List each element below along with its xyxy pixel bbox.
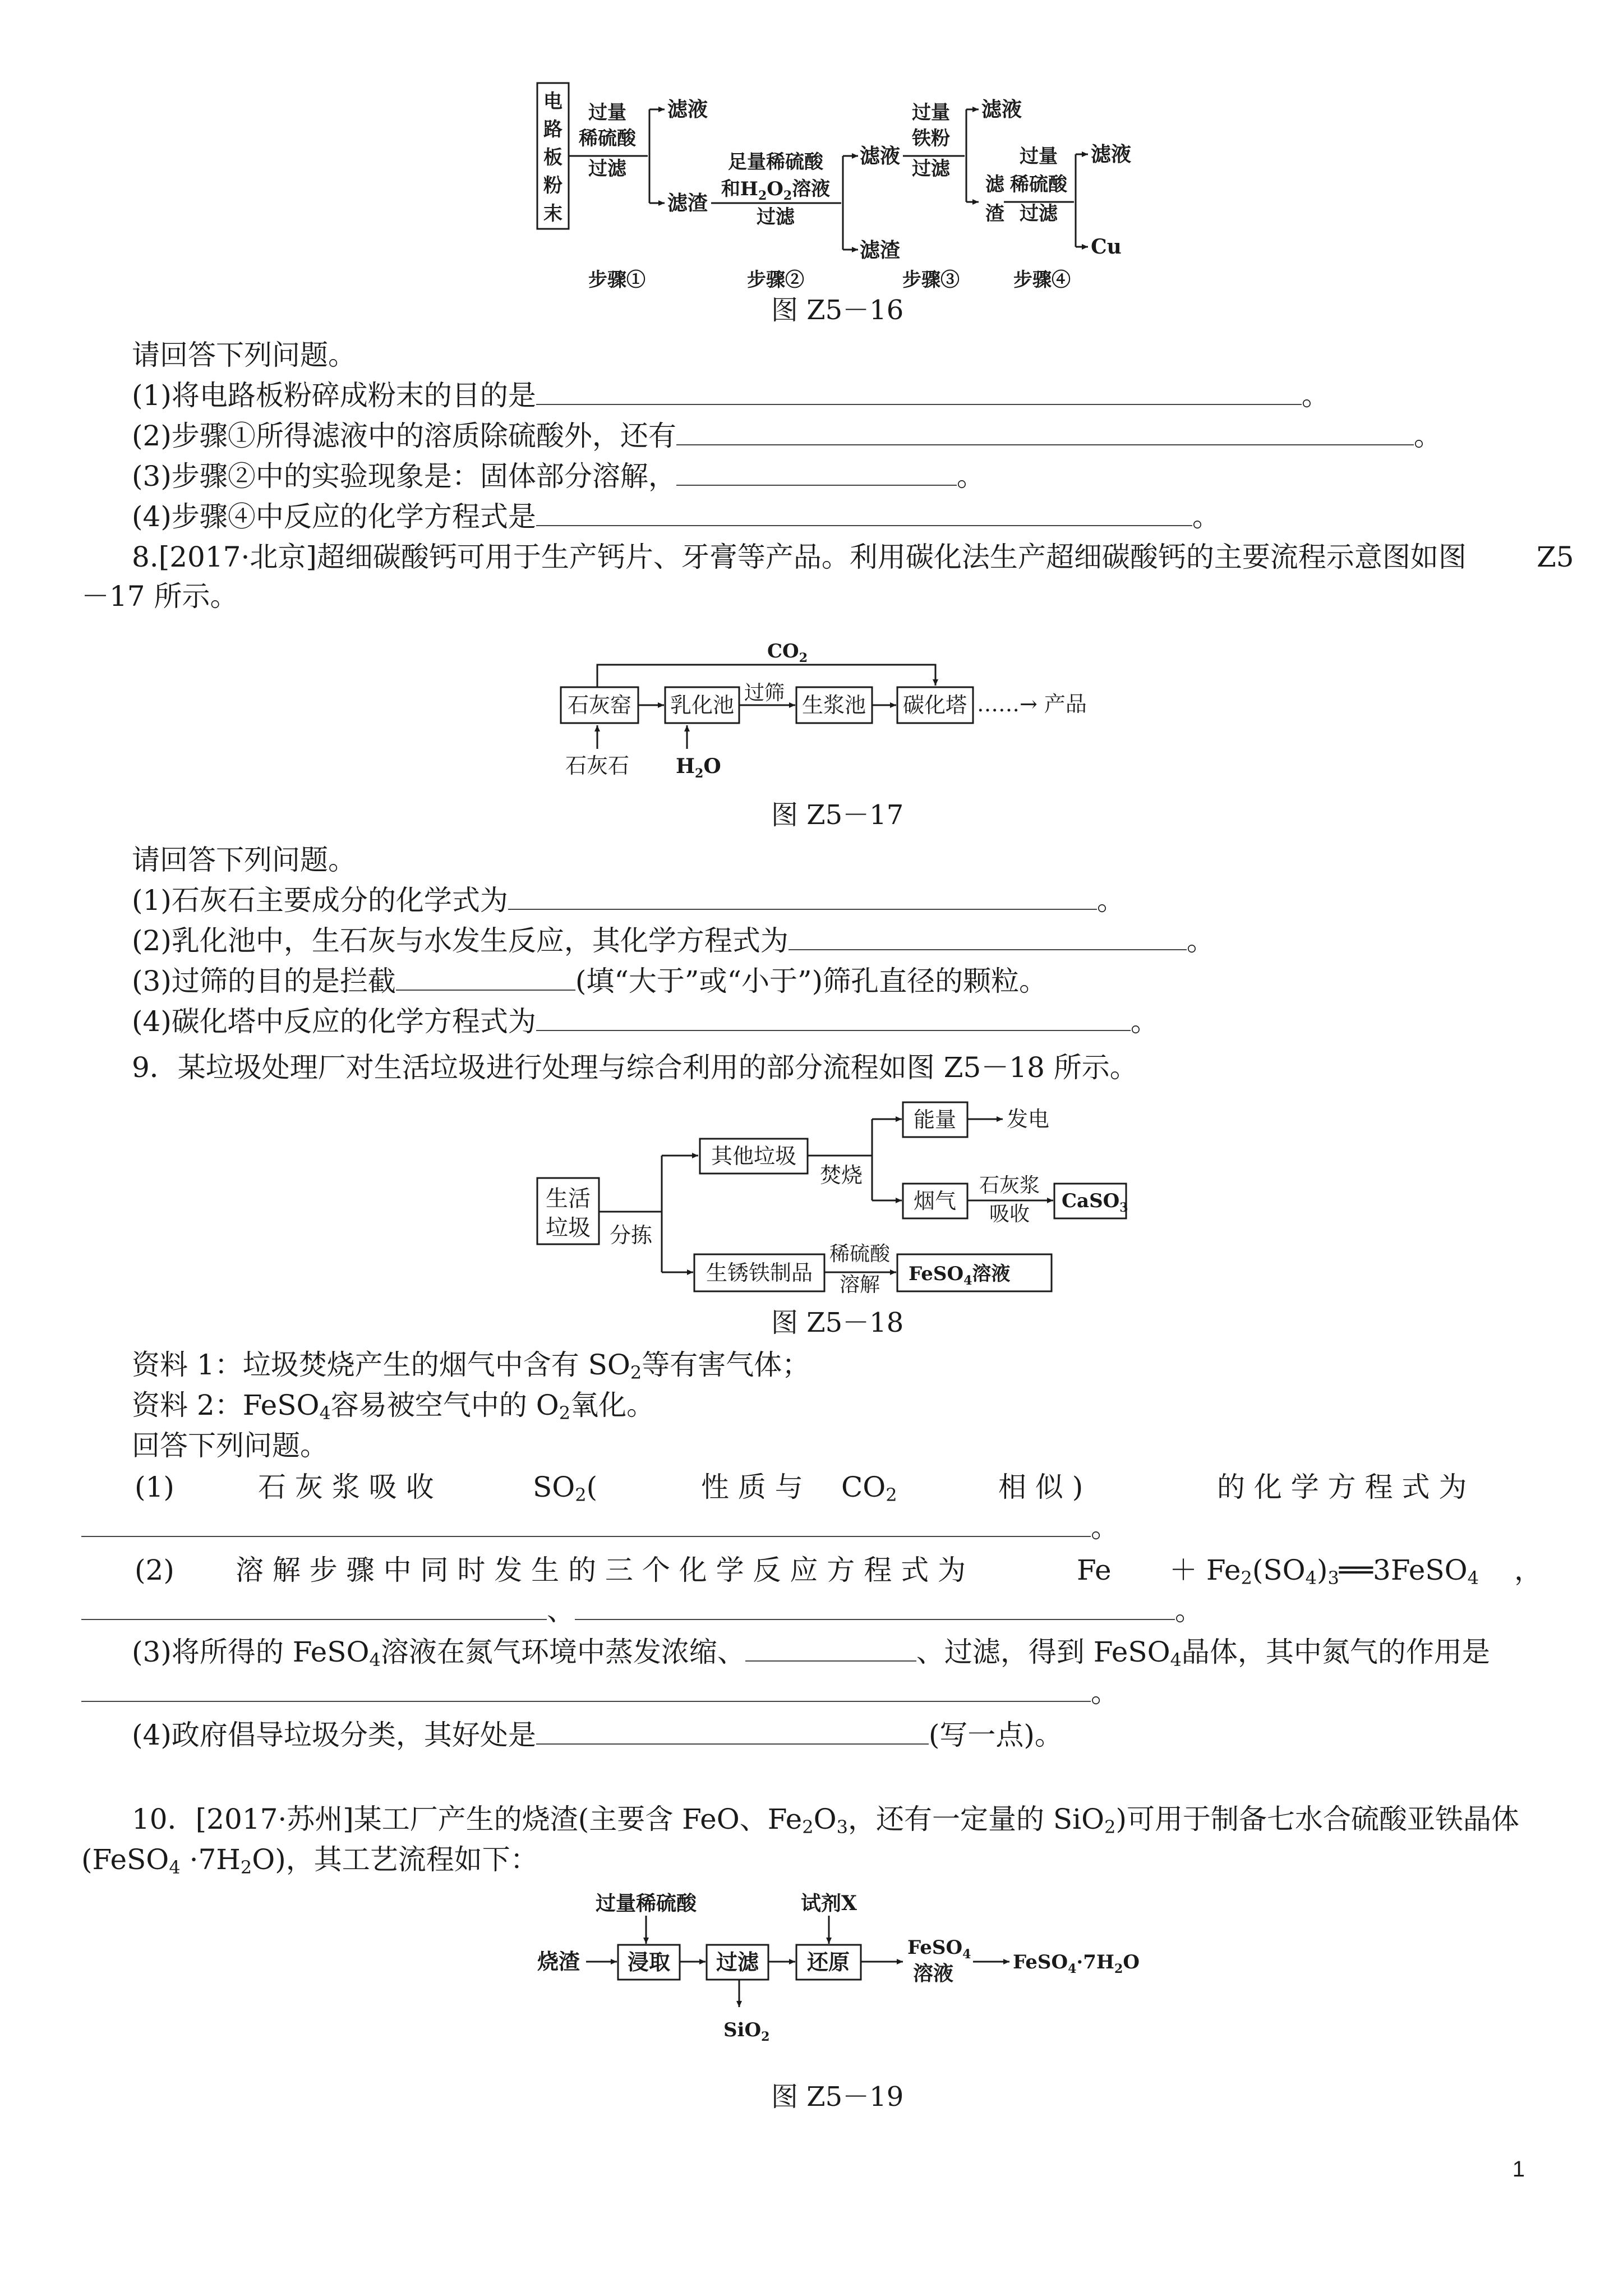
box-household-waste-b: 垃圾 bbox=[546, 1215, 591, 1241]
answer-blank[interactable] bbox=[81, 1674, 1091, 1702]
limestone-label: 石灰石 bbox=[565, 753, 630, 778]
feso4-solution-label: FeSO$_4$ bbox=[907, 1936, 971, 1962]
s2-bot: 过滤 bbox=[757, 206, 795, 228]
final-product-label: $FeSO_4\cdot 7H_2O$ bbox=[1013, 1951, 1140, 1976]
powder-box-label: 电路板粉末 bbox=[543, 90, 562, 225]
solution-label: 溶液 bbox=[913, 1962, 954, 1985]
copper: Cu bbox=[1091, 235, 1122, 259]
box-flue-gas: 烟气 bbox=[913, 1189, 957, 1213]
answer-blank[interactable] bbox=[536, 498, 1192, 526]
filtrate-3: 滤液 bbox=[981, 98, 1022, 121]
q10-stem-line2: (FeSO$_4$ $\cdot 7H_2O$)，其工艺流程如下： bbox=[81, 1843, 538, 1878]
q9-reference-2: 资料 2：FeSO$_4$容易被空气中的 $O_2$氧化。 bbox=[132, 1389, 655, 1424]
q9-part3: (3)将所得的 FeSO$_4$溶液在氮气环境中蒸发浓缩、 、过滤，得到 FeSO$_4$晶体，其中氮气的作用是 bbox=[132, 1634, 1490, 1678]
residue-3b: 渣 bbox=[985, 203, 1004, 225]
q10-stem-line1: 10．[2017·苏州]某工厂产生的烧渣(主要含 FeO、$Fe_2O_3$，还有一定量的 SiO$_2$)可用于制备七水合硫酸亚铁晶体 bbox=[132, 1803, 1519, 1838]
figure-z5-19 bbox=[533, 1882, 1150, 2073]
box-carbonation-tower: 碳化塔 bbox=[902, 693, 967, 717]
co2-label: $CO_2$ bbox=[767, 640, 808, 665]
box-emulsion-tank: 乳化池 bbox=[670, 693, 735, 717]
answer-blank[interactable] bbox=[676, 417, 1414, 445]
q9-part2: (2) 溶 解 步 骤 中 同 时 发 生 的 三 个 化 学 反 应 方 程 式 为 Fe ＋ $Fe_2(SO_4)_3══3FeSO_4$ ， bbox=[135, 1554, 1542, 1589]
answer-blank[interactable] bbox=[536, 377, 1302, 405]
box-other-waste: 其他垃圾 bbox=[711, 1144, 797, 1168]
q9-part4: (4)政府倡导垃圾分类，其好处是 (写一点)。 bbox=[132, 1717, 1063, 1754]
sio2-label: SiO$_2$ bbox=[723, 2019, 770, 2044]
box-rusty-iron: 生锈铁制品 bbox=[706, 1260, 813, 1285]
q8-part2: (2)乳化池中，生石灰与水发生反应，其化学方程式为 。 bbox=[132, 922, 1215, 959]
s3-bot: 过滤 bbox=[912, 158, 950, 180]
answer-blank[interactable] bbox=[745, 1634, 916, 1662]
sort-label: 分拣 bbox=[609, 1223, 653, 1248]
s4-top: 过量 bbox=[1020, 145, 1058, 168]
s1-top: 过量 bbox=[588, 102, 626, 124]
q9-part2-answer: 、 。 bbox=[81, 1592, 1203, 1629]
s1-mid: 稀硫酸 bbox=[579, 127, 636, 150]
answer-blank[interactable] bbox=[396, 963, 575, 991]
caption-z5-16: 图 Z5－16 bbox=[771, 295, 904, 326]
answer-blank[interactable] bbox=[536, 1003, 1131, 1031]
answer-blank[interactable] bbox=[575, 1592, 1175, 1620]
filtrate-1: 滤液 bbox=[667, 98, 708, 121]
page-number: 1 bbox=[1512, 2157, 1525, 2182]
figure-z5-16 bbox=[527, 79, 1144, 303]
q7-intro: 请回答下列问题。 bbox=[132, 339, 356, 371]
box-reduce: 还原 bbox=[806, 1949, 850, 1975]
q9-part1-answer: 。 bbox=[81, 1509, 1119, 1546]
q9-stem: 9．某垃圾处理厂对生活垃圾进行处理与综合利用的部分流程如图 Z5－18 所示。 bbox=[132, 1051, 1138, 1084]
s3-top: 过量 bbox=[912, 102, 950, 124]
step-1: 步骤① bbox=[588, 269, 645, 291]
answer-blank[interactable] bbox=[789, 922, 1187, 950]
answer-blank[interactable] bbox=[81, 1592, 547, 1620]
residue-2: 滤渣 bbox=[860, 238, 901, 262]
q8-stem-line2: －17 所示。 bbox=[81, 580, 238, 613]
filtrate-2: 滤液 bbox=[860, 144, 901, 168]
dilute-acid-label: 稀硫酸 bbox=[829, 1243, 891, 1266]
answer-blank[interactable] bbox=[508, 882, 1097, 910]
box-household-waste-a: 生活 bbox=[546, 1186, 591, 1212]
filtrate-4: 滤液 bbox=[1091, 142, 1132, 166]
figure-z5-18 bbox=[533, 1097, 1150, 1304]
residue-1: 滤渣 bbox=[667, 191, 708, 215]
dissolve-label: 溶解 bbox=[839, 1273, 880, 1296]
q7-part3: (3)步骤②中的实验现象是：固体部分溶解， 。 bbox=[132, 458, 985, 495]
q8-part4: (4)碳化塔中反应的化学方程式为 。 bbox=[132, 1003, 1159, 1040]
q8-part1: (1)石灰石主要成分的化学式为 。 bbox=[132, 882, 1125, 919]
burn-label: 焚烧 bbox=[819, 1163, 863, 1188]
product-label: ……→ 产品 bbox=[977, 692, 1087, 716]
caption-z5-17: 图 Z5－17 bbox=[771, 799, 904, 831]
s4-mid: 稀硫酸 bbox=[1010, 173, 1067, 196]
box-leach: 浸取 bbox=[627, 1949, 671, 1975]
caption-z5-19: 图 Z5－19 bbox=[771, 2081, 904, 2113]
slag-label: 烧渣 bbox=[537, 1949, 580, 1974]
q7-part1: (1)将电路板粉碎成粉末的目的是 。 bbox=[132, 377, 1330, 414]
box-caso3: CaSO$_3$ bbox=[1062, 1190, 1128, 1215]
q8-stem-line1: 8.[2017·北京]超细碳酸钙可用于生产钙片、牙膏等产品。利用碳化法生产超细碳酸钙的主要流程示意图如图 Z5 bbox=[132, 541, 1574, 573]
step-2: 步骤② bbox=[747, 269, 804, 291]
q9-part3-answer: 。 bbox=[81, 1674, 1119, 1711]
s2-mid: 和$H_2O_2$溶液 bbox=[721, 178, 831, 203]
s1-bot: 过滤 bbox=[588, 158, 626, 180]
residue-3a: 滤 bbox=[985, 173, 1004, 196]
q7-part4: (4)步骤④中反应的化学方程式是 。 bbox=[132, 498, 1220, 535]
sieve-label: 过筛 bbox=[744, 682, 785, 705]
box-lime-kiln: 石灰窑 bbox=[567, 693, 632, 717]
water-label: $H_2O$ bbox=[676, 754, 721, 781]
q9-intro: 回答下列问题。 bbox=[132, 1429, 328, 1462]
answer-blank[interactable] bbox=[81, 1509, 1091, 1537]
step-4: 步骤④ bbox=[1013, 269, 1071, 291]
s3-mid: 铁粉 bbox=[912, 127, 950, 150]
q7-part2: (2)步骤①所得滤液中的溶质除硫酸外，还有 。 bbox=[132, 417, 1442, 454]
q9-reference-1: 资料 1：垃圾焚烧产生的烟气中含有 $SO_2$等有害气体； bbox=[132, 1349, 810, 1383]
excess-acid-label: 过量稀硫酸 bbox=[595, 1892, 697, 1915]
absorb-label: 吸收 bbox=[989, 1203, 1030, 1226]
figure-z5-17 bbox=[555, 628, 1133, 791]
q9-part1: (1) 石 灰 浆 吸 收 $SO_2$( 性 质 与 $CO_2$ 相 似 ) 的 化 学 方 程 式 为 bbox=[135, 1471, 1467, 1506]
s2-top: 足量稀硫酸 bbox=[728, 151, 823, 173]
q8-intro: 请回答下列问题。 bbox=[132, 844, 356, 876]
box-feso4-solution: FeSO$_4$溶液 bbox=[909, 1263, 1011, 1288]
q8-part3: (3)过筛的目的是拦截 (填“大于”或“小于”)筛孔直径的颗粒。 bbox=[132, 963, 1047, 1000]
lime-slurry-label: 石灰浆 bbox=[979, 1174, 1040, 1197]
box-filter: 过滤 bbox=[716, 1949, 759, 1975]
box-energy: 能量 bbox=[913, 1107, 957, 1132]
box-slurry-tank: 生浆池 bbox=[801, 693, 866, 717]
s4-bot: 过滤 bbox=[1020, 203, 1058, 225]
reagent-x-label: 试剂X bbox=[801, 1892, 857, 1915]
caption-z5-18: 图 Z5－18 bbox=[771, 1307, 904, 1338]
power-label: 发电 bbox=[1007, 1107, 1050, 1131]
answer-blank[interactable] bbox=[676, 458, 957, 486]
step-3: 步骤③ bbox=[902, 269, 960, 291]
answer-blank[interactable] bbox=[536, 1717, 929, 1745]
